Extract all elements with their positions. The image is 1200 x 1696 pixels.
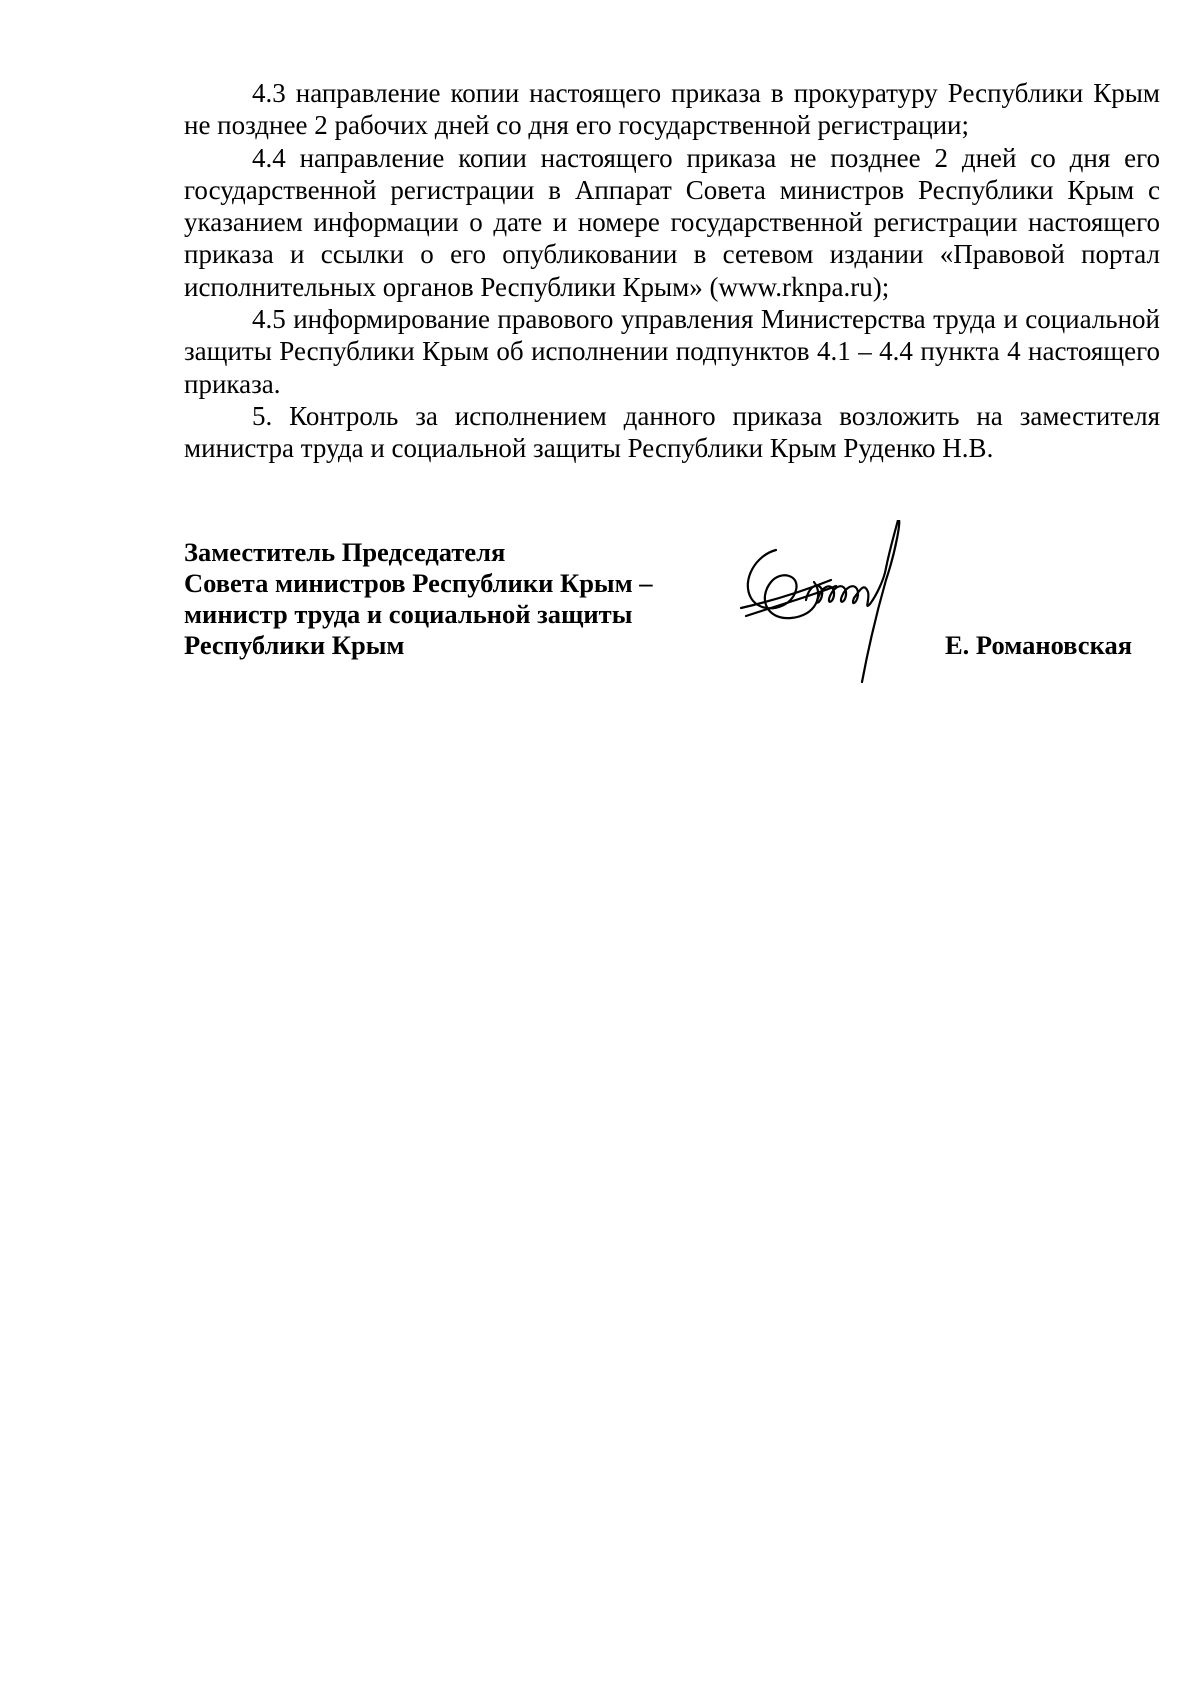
paragraph-4-3: 4.3 направление копии настоящего приказа в прокуратуру Республики Крым не позднее 2 рабочих дней со дня его государственной регистрации; [184,78,1160,141]
position-line: Заместитель Председателя [184,537,506,567]
paragraph-4-5: 4.5 информирование правового управления Министерства труда и социальной защиты Республики Крым об исполнении подпунктов 4.1 – 4.4 пункта 4 настоящего приказа. [184,304,1160,399]
position-line: министр труда и социальной защиты [184,599,633,629]
signatory-position [184,537,684,661]
position-line: Совета министров Республики Крым – [184,568,653,598]
signer-name: Е. Романовская [945,630,1133,660]
handwritten-signature-icon [736,520,966,710]
position-line: Республики Крым [184,630,405,660]
paragraph-5: 5. Контроль за исполнением данного приказа возложить на заместителя министра труда и социальной защиты Республики Крым Руденко Н.В. [184,400,1160,464]
document-body [184,77,1160,465]
paragraph-4-4: 4.4 направление копии настоящего приказа не позднее 2 дней со дня его государственной регистрации в Аппарат Совета министров Республики Крым с указанием информации о дате и номере государственной регистрации настоящего приказа и ссылки о его опубликовании в сетевом издании «Правовой портал исполнительных органов Республики Крым» (www.rknpa.ru); [184,142,1160,302]
